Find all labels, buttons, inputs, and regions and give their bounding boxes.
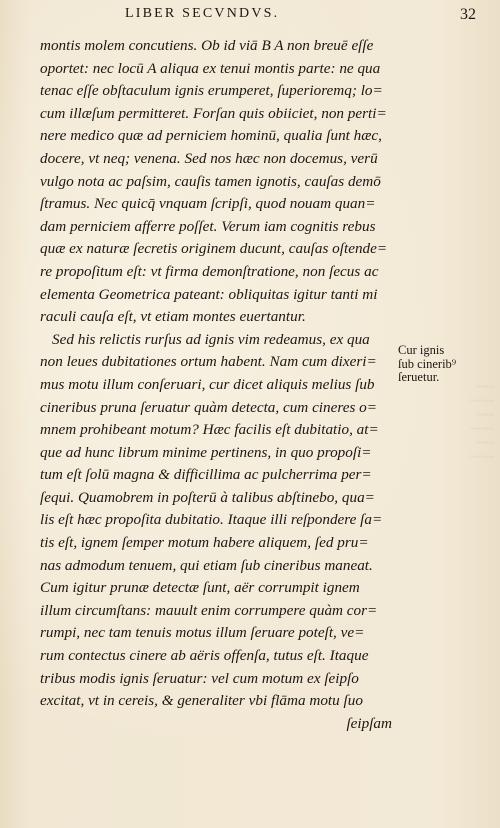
text-line: mus motu illum conſeruari, cur dicet aliquis melius ſub xyxy=(40,375,375,393)
page-number: 32 xyxy=(460,6,476,23)
text-line: lis eſt hæc propoſita dubitatio. Itaque illi reſpondere ſa= xyxy=(40,511,383,529)
margin-note-line: Cur ignis xyxy=(398,343,445,357)
margin-note-line: ſeruetur. xyxy=(398,370,440,384)
text-line: mnem prohibeant motum? Hæc facilis eſt dubitatio, at= xyxy=(40,421,379,439)
bleed-through-text: ~~~ ~~~~ ~~~ ~~~~ ~~~ ~~~~ xyxy=(470,381,494,463)
text-line: illum circumſtans: mauult enim corrumpere quàm cor= xyxy=(40,601,378,619)
margin-note xyxy=(398,344,478,385)
margin-note-line: ſub cinerib⁹ xyxy=(398,356,457,371)
text-line: que ad hunc librum minime pertinens, in quo propoſi= xyxy=(40,443,372,461)
text-line: tum eſt ſolū magna & difficillima ac pulcherrima per= xyxy=(40,466,372,484)
text-line: raculi cauſa eſt, vt etiam montes euertantur. xyxy=(40,308,306,326)
text-line: rum contectus cinere ab aëris offenſa, tutus eſt. Itaque xyxy=(40,647,369,665)
text-line: oportet: nec locū A aliqua ex tenui montis parte: ne qua xyxy=(40,59,381,77)
text-line: cum illæſum permitteret. Forſan quis obiiciet, non perti= xyxy=(40,104,387,122)
text-line: tis eſt, ignem ſemper motum habere aliquem, ſed pru= xyxy=(40,534,369,552)
running-head: LIBER SECVNDVS. xyxy=(125,6,280,21)
text-line: non leues dubitationes ortum habent. Nam cum dixeri= xyxy=(40,353,377,371)
text-line: cineribus pruna ſeruatur quàm detecta, cum cineres o= xyxy=(40,398,378,416)
text-line: vulgo nota ac paſsim, cauſis tamen ignotis, cauſas demō xyxy=(40,172,381,190)
text-line: tribus modis ignis ſeruatur: vel cum motum ex ſeipſo xyxy=(40,669,359,687)
text-line: nere medico quæ ad perniciem hominū, qualia ſunt hæc, xyxy=(40,127,382,145)
text-line: re propoſitum eſt: vt firma demonſtratione, non ſecus ac xyxy=(40,262,379,280)
page-header xyxy=(40,6,476,28)
text-line: ſtramus. Nec quicq̄ vnquam ſcripſi, quod nouam quan= xyxy=(40,195,376,213)
main-text xyxy=(40,35,402,735)
catchword: ſeipſam xyxy=(346,714,392,732)
text-line: tenac eſſe obſtaculum ignis erumperet, ſuperioremq; lo= xyxy=(40,82,383,100)
text-line: dam perniciem afferre poſſet. Verum iam cognitis rebus xyxy=(40,217,376,235)
text-line: Cum igitur prunæ detectæ ſunt, aër corrumpit ignem xyxy=(40,579,360,597)
text-line: nas admodum tenuem, qui etiam ſub cineribus maneat. xyxy=(40,556,373,574)
text-line: excitat, vt in cereis, & generaliter vbi flāma motu ſuo xyxy=(40,692,363,710)
text-line: ſequi. Quamobrem in poſterū à talibus abſtinebo, qua= xyxy=(40,488,375,506)
paragraph-start-line: Sed his relictis rurſus ad ignis vim redeamus, ex qua xyxy=(52,330,370,348)
text-line: docere, vt neq; venena. Sed nos hæc non docemus, verū xyxy=(40,149,378,167)
text-line: montis molem concutiens. Ob id viā B A non breuē eſſe xyxy=(40,37,374,54)
text-line: quæ ex naturæ ſecretis originem ducunt, cauſas oſtende= xyxy=(40,240,388,258)
text-line: elementa Geometrica pateant: obliquitas igitur tanti mi xyxy=(40,285,378,303)
text-line: rumpi, nec tam tenuis motus illum ſeruare poteſt, ve= xyxy=(40,624,365,642)
